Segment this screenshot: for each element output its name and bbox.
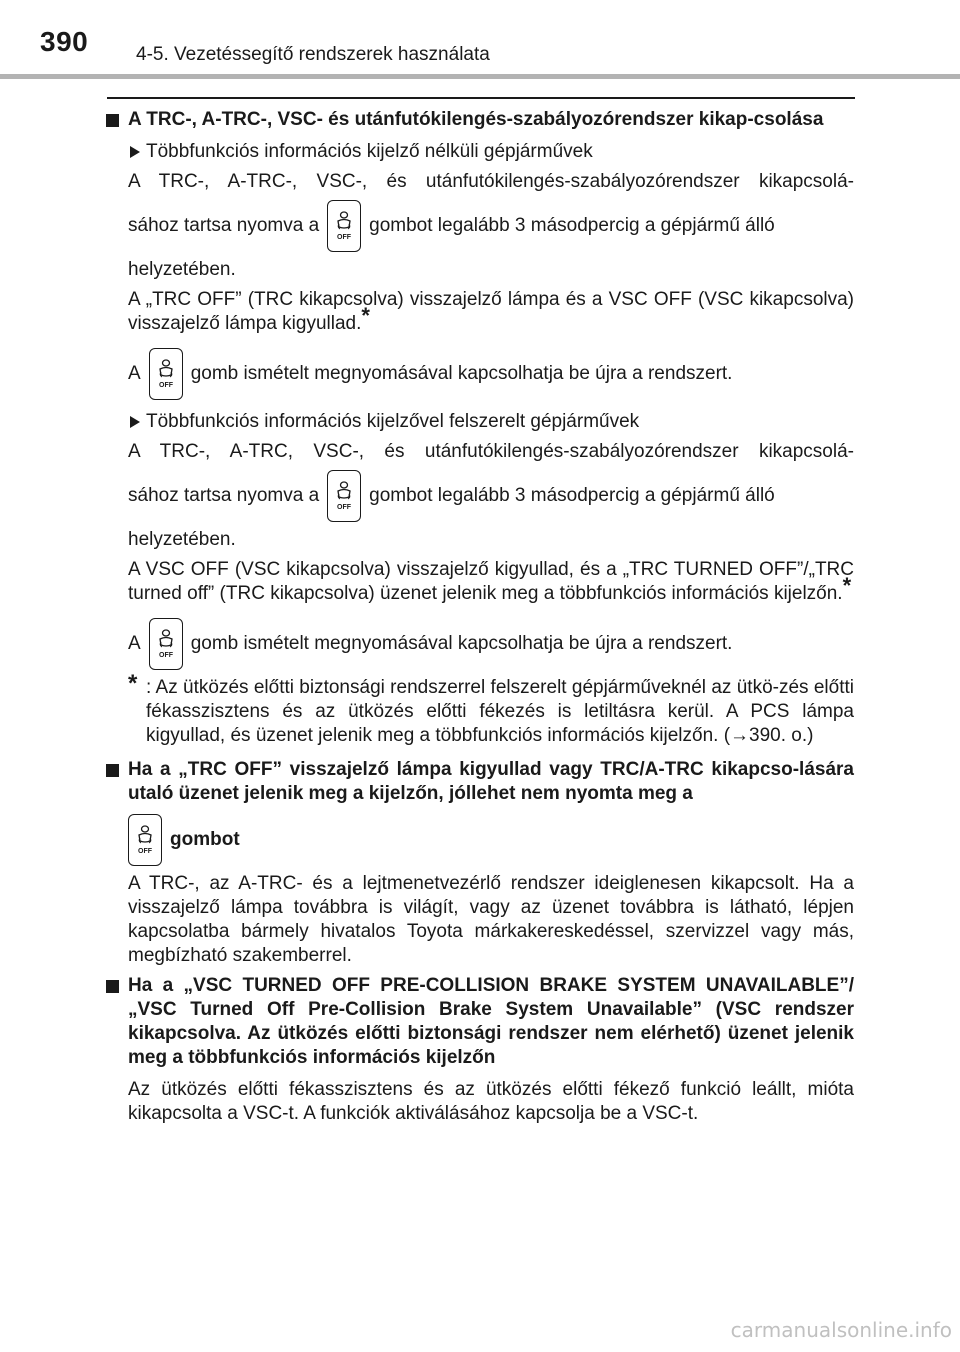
chapter-title: 4-5. Vezetéssegítő rendszerek használata	[136, 44, 490, 65]
paragraph-text: A VSC OFF (VSC kikapcsolva) visszajelző kigyullad, és a „TRC TURNED OFF”/„TRC turned off” (TRC kikapcsolva) üzenet jelenik meg a többfunkciós információs kijelzőn.	[128, 559, 854, 604]
paragraph-text: gomb ismételt megnyomásával kapcsolhatja be újra a rendszert.	[190, 633, 733, 654]
section-heading	[106, 108, 854, 132]
heading-with-icon	[128, 814, 854, 866]
paragraph-with-icon	[128, 618, 854, 670]
footnote	[128, 670, 854, 748]
paragraph-text: gomb ismételt megnyomásával kapcsolhatja be újra a rendszert.	[190, 363, 733, 384]
paragraph-line: A TRC-, A-TRC, VSC-, és utánfutókilengés-szabályozórendszer kikapcsolá-	[128, 441, 854, 462]
svg-text:OFF: OFF	[138, 848, 152, 855]
footnote-marker: *	[842, 573, 852, 598]
triangle-bullet-icon	[130, 146, 140, 158]
vsc-off-button-icon	[149, 348, 183, 400]
paragraph	[128, 558, 854, 606]
svg-text:OFF: OFF	[337, 234, 352, 241]
paragraph-with-icon	[128, 200, 854, 252]
section-heading	[106, 758, 854, 806]
svg-text:OFF: OFF	[158, 382, 173, 389]
footnote-text: : Az ütközés előtti biztonsági rendszerrel felszerelt gépjárműveknél az ütkö-zés előtti fékasszisztens és az ütközés előtti fékezés is letiltásra kerül. A PCS lámpa kigyullad, és üzenet jelenik meg a többfunkciós információs kijelzőn. (→390. o.)	[146, 677, 854, 746]
section-rule	[107, 97, 855, 99]
svg-text:OFF: OFF	[337, 504, 352, 511]
paragraph: A TRC-, az A-TRC- és a lejtmenetvezérlő rendszer ideiglenesen kikapcsolt. Ha a visszajelző lámpa továbbra is világít, vagy az üzenet továbbra is látható, lépjen kapcsolatba bármely hivatalos Toyota márkakereskedéssel, szervizzel vagy más, megbízható szakemberrel.	[128, 873, 854, 966]
paragraph-text: sához tartsa nyomva a	[128, 485, 320, 506]
subsection-heading	[128, 140, 854, 164]
vsc-off-button-icon	[128, 814, 162, 866]
paragraph-text: A	[128, 363, 141, 384]
section-heading-text: Ha a „VSC TURNED OFF PRE-COLLISION BRAKE SYSTEM UNAVAILABLE”/„VSC Turned Off Pre-Collision Brake System Unavailable” (VSC rendszer kikapcsolva. Az ütközés előtti biztonsági rendszer nem elérhető) üzenet jelenik meg a többfunkciós információs kijelzőn	[128, 975, 854, 1068]
vsc-off-button-icon	[149, 618, 183, 670]
subsection-heading-text: Többfunkciós információs kijelzővel felszerelt gépjárművek	[146, 411, 640, 432]
paragraph	[128, 288, 854, 336]
section-heading	[106, 974, 854, 1070]
section-heading-text: A TRC-, A-TRC-, VSC- és utánfutókilengés-szabályozórendszer kikap-csolása	[128, 109, 824, 130]
section-heading-text: gombot	[170, 829, 240, 850]
paragraph-with-icon	[128, 470, 854, 522]
vsc-off-button-icon	[327, 470, 361, 522]
subsection-heading	[128, 410, 854, 434]
watermark: carmanualsonline.info	[730, 1318, 952, 1342]
paragraph-line: helyzetében.	[128, 529, 236, 550]
vsc-off-button-icon	[327, 200, 361, 252]
square-bullet-icon	[106, 980, 119, 993]
paragraph-text: A „TRC OFF” (TRC kikapcsolva) visszajelző lámpa és a VSC OFF (VSC kikapcsolva) visszajelző lámpa kigyullad.	[128, 289, 854, 334]
footnote-star: *	[128, 670, 138, 697]
paragraph-with-icon	[128, 348, 854, 400]
square-bullet-icon	[106, 764, 119, 777]
triangle-bullet-icon	[130, 416, 140, 428]
paragraph: Az ütközés előtti fékasszisztens és az ütközés előtti fékező funkció leállt, mióta kikapcsolta a VSC-t. A funkciók aktiválásához kapcsolja be a VSC-t.	[128, 1079, 854, 1124]
svg-text:OFF: OFF	[158, 652, 173, 659]
paragraph-line: helyzetében.	[128, 259, 236, 280]
square-bullet-icon	[106, 114, 119, 127]
footnote-marker: *	[361, 303, 370, 328]
subsection-heading-text: Többfunkciós információs kijelző nélküli gépjárművek	[146, 141, 593, 162]
paragraph-text: gombot legalább 3 másodpercig a gépjármű álló	[369, 215, 775, 236]
page-content	[106, 108, 854, 1132]
page-header	[0, 0, 960, 80]
paragraph-text: gombot legalább 3 másodpercig a gépjármű álló	[369, 485, 775, 506]
header-rule	[0, 74, 960, 79]
paragraph-text: sához tartsa nyomva a	[128, 215, 320, 236]
paragraph-line: A TRC-, A-TRC-, VSC-, és utánfutókilengés-szabályozórendszer kikapcsolá-	[128, 171, 854, 192]
page-number: 390	[40, 26, 89, 57]
paragraph-text: A	[128, 633, 141, 654]
section-heading-text: Ha a „TRC OFF” visszajelző lámpa kigyullad vagy TRC/A-TRC kikapcso-lására utaló üzenet jelenik meg a kijelzőn, jóllehet nem nyomta meg a	[128, 759, 854, 804]
